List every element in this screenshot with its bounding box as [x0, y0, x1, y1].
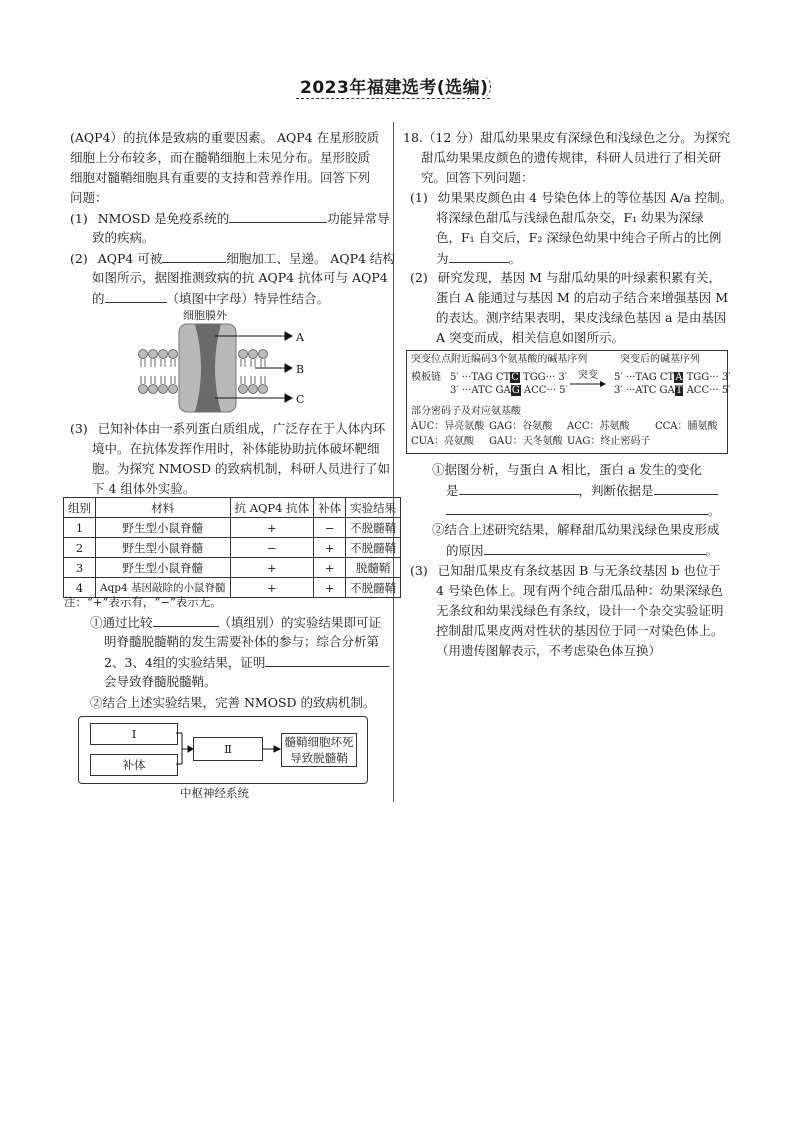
- table-cell: +: [230, 578, 314, 598]
- p2-sub-2: ②结合上述研究结果，解释甜瓜幼果浅绿色果皮形成: [432, 522, 720, 537]
- table-row: [64, 538, 401, 558]
- p1-line-2: 将深绿色甜瓜与浅绿色甜瓜杂交，F₁ 幼果为深绿: [436, 210, 704, 225]
- q3-line-1: 已知补体由一系列蛋白质组成，广泛存在于人体内环: [97, 421, 386, 436]
- s2-blank[interactable]: [484, 540, 706, 555]
- table-cell: +: [314, 558, 346, 578]
- title-decoration: [480, 76, 491, 98]
- s2-text-b: 的原因: [446, 543, 484, 558]
- q18-line-1: 18.（12 分）甜瓜幼果果皮有深绿色和浅绿色之分。为探究: [403, 130, 731, 145]
- mutation-site-new: A: [675, 372, 683, 383]
- mutation-site-original: C: [511, 372, 519, 383]
- p3-num: (3): [410, 563, 428, 578]
- codon-entry: CCA：脯氨酸: [655, 421, 718, 432]
- p2-sub-1: ①据图分析，与蛋白 A 相比，蛋白 a 发生的变化: [432, 462, 702, 477]
- codon-entry: CUA：亮氨酸: [411, 436, 474, 447]
- q2-text-b: 细胞加工、呈递。 AQP4 结构: [226, 251, 395, 266]
- codon-entry: AUC：异亮氨酸: [411, 421, 485, 432]
- mutation-site-new-2: T: [675, 385, 683, 396]
- codon-entry: UAG：终止密码子: [567, 436, 651, 447]
- question-1: [70, 208, 390, 229]
- s1-text-b: 是: [446, 483, 459, 498]
- sub1-line-2: 明脊髓脱髓鞘的发生需要补体的参与；综合分析第: [104, 634, 380, 649]
- q2-text-a: AQP4 可被: [97, 251, 163, 266]
- q2-line-2: 如图所示，据图推测致病的抗 AQP4 抗体可与 AQP4: [92, 270, 388, 285]
- p1-num: (1): [410, 190, 428, 205]
- flow-box-1: [90, 723, 178, 745]
- table-cell: 野生型小鼠脊髓: [96, 538, 231, 558]
- question-3: [70, 419, 385, 439]
- membrane-top-label: 细胞膜外: [183, 309, 227, 322]
- q1-text-a: NMOSD 是免疫系统的: [97, 211, 230, 226]
- q1-text-b: 功能异常导: [327, 211, 390, 226]
- p3-line-4: 控制甜瓜果皮两对性状的基因位于同一对染色体上。: [436, 623, 724, 638]
- p2-line-3: 的表达。测序结果表明，果皮浅绿色基因 a 是由基因: [436, 310, 727, 325]
- s1-text-d: 。: [708, 503, 721, 518]
- header-antibody: 抗 AQP4 抗体: [230, 498, 314, 518]
- lipid-bilayer-left: [139, 350, 178, 394]
- gene-header-2: 突变后的碱基序列: [620, 354, 700, 365]
- seq-part: 5′ ···TAG CT: [614, 372, 675, 383]
- intro-line-2: 细胞上分布较多，而在髓鞘细胞上未见分布。星形胶质: [70, 150, 371, 165]
- lipid-bilayer-right: [239, 350, 268, 394]
- p2-sub-1-line-2: [446, 480, 718, 501]
- q3-line-3: 胞。为探究 NMOSD 的致病机制，科研人员进行了如: [92, 461, 391, 476]
- q18-line-3: 究。回答下列问题：: [421, 170, 534, 185]
- question-2: [70, 248, 395, 269]
- page-title: 2023年福建选考(选编): [300, 78, 489, 98]
- sub1-text-d: 2、3、4组的实验结果，证明: [104, 655, 266, 670]
- flow-box-result: [281, 733, 357, 767]
- p2-sub-1-line-3: [446, 500, 721, 521]
- table-cell: +: [314, 578, 346, 598]
- p3-line-1: 已知甜瓜果皮有条纹基因 B 与无条纹基因 b 也位于: [437, 563, 721, 578]
- table-cell: +: [230, 558, 314, 578]
- membrane-label-b: B: [296, 363, 305, 376]
- header-group: 组别: [64, 498, 96, 518]
- s1-blank-3[interactable]: [446, 500, 708, 515]
- original-seq-1: [450, 371, 567, 385]
- header-result: 实验结果: [346, 498, 401, 518]
- sub-question-2: ②结合上述实验结果，完善 NMOSD 的致病机制。: [90, 695, 376, 710]
- table-row: [64, 558, 401, 578]
- p1-line-3: 色，F₁ 自交后，F₂ 深绿色幼果中纯合子所占的比例: [436, 230, 722, 245]
- flow-box-1-label: Ⅰ: [109, 724, 159, 745]
- codon-table-title: 部分密码子及对应氨基酸: [411, 406, 521, 417]
- s1-blank-1[interactable]: [459, 480, 579, 495]
- seq-part: ACC··· 5′: [683, 385, 731, 396]
- table-cell: 脱髓鞘: [346, 558, 401, 578]
- flow-box-2-label: Ⅱ: [206, 738, 250, 761]
- p3-line-3: 无条纹和幼果浅绿色有条纹，设计一个杂交实验证明: [436, 603, 724, 618]
- q2-text-d: 的: [92, 291, 105, 306]
- q18-part-2: [410, 268, 721, 288]
- q3-line-2: 境中。在抗体发挥作用时，补体能协助抗体破坏靶细: [92, 441, 380, 456]
- sub1-text-b: （填组别）的实验结果即可证: [218, 615, 382, 630]
- q2-blank-1[interactable]: [162, 248, 226, 263]
- q18-part-1: [410, 188, 732, 208]
- q1-answer-blank[interactable]: [229, 208, 327, 223]
- table-cell: −: [230, 538, 314, 558]
- flow-box-2: [193, 737, 263, 761]
- seq-part: TGG··· 3′: [683, 372, 731, 383]
- mutation-arrow-label: 突变: [578, 370, 598, 381]
- s2-text-c: 。: [705, 543, 719, 558]
- table-cell: 1: [64, 518, 96, 538]
- flow-result-line-2: 导致脱髓鞘: [290, 751, 348, 765]
- p1-line-1: 幼果果皮颜色由 4 号染色体上的等位基因 A/a 控制。: [437, 190, 733, 205]
- mutation-site-original-2: G: [511, 385, 520, 396]
- table-cell: 2: [64, 538, 96, 558]
- table-cell: +: [314, 538, 346, 558]
- q2-num: (2): [70, 251, 88, 266]
- p2-sub-2-line-2: [446, 540, 718, 561]
- p3-line-2: 4 号染色体上。现有两个纯合甜瓜品种：幼果深绿色: [436, 583, 723, 598]
- q2-text-e: （填图中字母）特异性结合。: [166, 291, 330, 306]
- table-cell: 野生型小鼠脊髓: [96, 518, 231, 538]
- codon-entry: GAG：谷氨酸: [489, 421, 553, 432]
- table-cell: −: [314, 518, 346, 538]
- column-divider: [393, 122, 394, 802]
- p3-line-5: （用遗传图解表示，不考虑染色体互换）: [436, 643, 662, 658]
- table-cell: 4: [64, 578, 96, 598]
- seq-part: 3′ ···ATC GA: [450, 385, 511, 396]
- original-seq-2: [450, 384, 568, 398]
- q18-line-2: 甜瓜幼果果皮颜色的遗传规律，科研人员进行了相关研: [421, 150, 722, 165]
- seq-part: 5′ ···TAG CT: [450, 372, 511, 383]
- p2-line-2: 蛋白 A 能通过与基因 M 的启动子结合来增强基因 M: [436, 290, 728, 305]
- table-cell: 不脱髓鞘: [346, 578, 401, 598]
- s1-blank-2[interactable]: [654, 480, 718, 495]
- codon-entry: ACC：苏氨酸: [567, 421, 630, 432]
- p2-line-1: 研究发现，基因 M 与甜瓜幼果的叶绿素积累有关，: [437, 270, 721, 285]
- title-underline: [296, 98, 490, 99]
- p1-answer-blank[interactable]: [449, 248, 509, 263]
- table-cell: Aqp4 基因敲除的小鼠脊髓: [96, 578, 231, 598]
- experiment-table: [63, 497, 401, 598]
- codon-entry: GAU：天冬氨酸: [489, 436, 563, 447]
- table-cell: 野生型小鼠脊髓: [96, 558, 231, 578]
- membrane-label-c: C: [296, 393, 305, 406]
- p1-line-4: [436, 248, 521, 269]
- q3-line-4: 下 4 组体外实验。: [92, 481, 196, 496]
- intro-line-1: (AQP4）的抗体是致病的重要因素。 AQP4 在星形胶质: [70, 130, 380, 145]
- codon-row-2: [411, 435, 655, 449]
- table-cell: +: [230, 518, 314, 538]
- p2-line-4: A 突变而成，相关信息如图所示。: [436, 330, 625, 345]
- table-cell: 不脱髓鞘: [346, 538, 401, 558]
- p1-text-a: 为: [436, 251, 449, 266]
- sub1-line-3: [104, 652, 389, 673]
- s1-text-c: ，判断依据是: [578, 483, 654, 498]
- header-complement: 补体: [314, 498, 346, 518]
- q1-line-2: 致的疾病。: [92, 230, 155, 245]
- q18-part-3: [410, 561, 721, 581]
- mutated-seq-1: [614, 371, 731, 385]
- table-header-row: [64, 498, 401, 518]
- codon-row-1: [411, 420, 718, 434]
- intro-line-4: 问题：: [70, 190, 108, 205]
- membrane-label-a: A: [296, 331, 304, 344]
- intro-line-3: 细胞对髓鞘细胞具有重要的支持和营养作用。回答下列: [70, 170, 371, 185]
- sub1-text-a: ①通过比较: [90, 615, 153, 630]
- p1-text-b: 。: [508, 251, 522, 266]
- seq-part: ACC··· 5′: [520, 385, 568, 396]
- template-strand-label: 模板链: [411, 372, 441, 383]
- p2-num: (2): [410, 270, 428, 285]
- q2-blank-2[interactable]: [105, 288, 167, 303]
- flow-result-line-1: 髓鞘细胞坏死: [284, 735, 354, 749]
- q1-num: (1): [70, 211, 88, 226]
- mutated-seq-2: [614, 384, 730, 398]
- table-cell: 3: [64, 558, 96, 578]
- sub1-blank-2[interactable]: [265, 652, 389, 667]
- sub1-line-4: 会导致脊髓脱髓鞘。: [104, 674, 217, 689]
- sub-question-1: [90, 612, 381, 633]
- aqp4-membrane-diagram: [135, 322, 335, 414]
- table-note: 注：“+”表示有，“−”表示无。: [64, 595, 222, 609]
- seq-part: TGG··· 3′: [519, 372, 568, 383]
- sub1-blank-1[interactable]: [153, 612, 219, 627]
- table-row: [64, 518, 401, 538]
- table-cell: 不脱髓鞘: [346, 518, 401, 538]
- flow-box-complement: 补体: [90, 754, 178, 776]
- header-material: 材料: [96, 498, 231, 518]
- mutation-arrow-icon: [570, 380, 606, 388]
- seq-part: 3′ ···ATC GA: [614, 385, 675, 396]
- gene-header-1: 突变位点附近编码3个氨基酸的碱基序列: [411, 354, 588, 365]
- q3-num: (3): [70, 421, 88, 436]
- flow-caption: 中枢神经系统: [180, 786, 249, 800]
